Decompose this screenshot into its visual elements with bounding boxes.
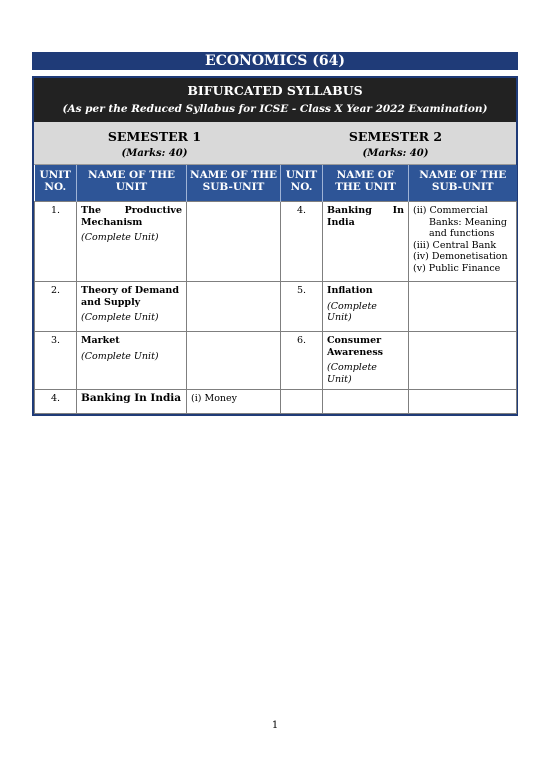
col-sub-unit-s1: NAME OF THE SUB-UNIT: [187, 165, 281, 202]
bifurcated-heading: BIFURCATED SYLLABUS: [187, 83, 363, 98]
sub-unit: [409, 282, 517, 332]
unit-name-word: The: [81, 205, 102, 216]
sub-unit-item: (iv) Demonetisation: [413, 251, 508, 262]
semester-row: [34, 122, 516, 165]
semester-1-marks: (Marks: 40): [121, 148, 188, 159]
sub-unit-item: (ii) Commercial Banks: Meaning and functions: [413, 205, 507, 239]
table-row: [35, 332, 517, 390]
unit-name: [77, 202, 187, 282]
bifurcated-subheading: (As per the Reduced Syllabus for ICSE - Class X Year 2022 Examination): [62, 103, 488, 115]
col-unit-no-s2: UNIT NO.: [281, 165, 323, 202]
unit-note: (Complete Unit): [81, 232, 159, 243]
unit-no: 6.: [281, 332, 323, 390]
unit-note: (Complete Unit): [327, 300, 377, 323]
page-number: 1: [271, 720, 279, 731]
page-title: ECONOMICS (64): [32, 52, 518, 70]
col-unit-no-s1: UNIT NO.: [35, 165, 77, 202]
semester-2-title: SEMESTER 2: [348, 129, 443, 144]
bifurcated-header: [34, 78, 516, 122]
sub-unit: (i) Money: [187, 390, 281, 414]
unit-name: [77, 282, 187, 332]
unit-note: (Complete Unit): [327, 362, 377, 385]
syllabus-frame: [32, 76, 518, 416]
unit-name: Banking In India: [77, 390, 187, 414]
table-row: [35, 282, 517, 332]
unit-no: 2.: [35, 282, 77, 332]
unit-name: [323, 202, 409, 282]
sub-unit: [409, 390, 517, 414]
col-unit-name-s1: NAME OF THE UNIT: [77, 165, 187, 202]
unit-name-line: Market: [81, 335, 120, 346]
unit-name: [323, 332, 409, 390]
sub-unit: [409, 202, 517, 282]
sub-unit-item: (v) Public Finance: [413, 262, 501, 274]
unit-name-word: In: [392, 205, 404, 216]
syllabus-table: [34, 165, 517, 414]
col-sub-unit-s2: NAME OF THE SUB-UNIT: [409, 165, 517, 202]
semester-2-marks: (Marks: 40): [362, 148, 429, 159]
unit-name-line: Consumer Awareness: [327, 335, 384, 358]
col-unit-name-s2: NAME OF THE UNIT: [323, 165, 409, 202]
unit-name-line: Mechanism: [81, 216, 143, 228]
column-header-row: [35, 165, 517, 202]
unit-name-line: Theory of Demand and Supply: [81, 285, 179, 308]
unit-name-word: Productive: [124, 205, 182, 216]
unit-note: (Complete Unit): [81, 312, 159, 323]
unit-name: [77, 332, 187, 390]
semester-1-title: SEMESTER 1: [107, 129, 202, 144]
unit-name-line: Inflation: [327, 285, 373, 296]
sub-unit: [187, 202, 281, 282]
semester-1: [34, 122, 275, 164]
unit-no: [281, 390, 323, 414]
unit-no: 1.: [35, 202, 77, 282]
unit-name: [323, 390, 409, 414]
unit-name: [323, 282, 409, 332]
sub-unit-item: (iii) Central Bank: [413, 239, 497, 251]
table-row: [35, 390, 517, 414]
semester-2: [275, 122, 516, 164]
sub-unit: [187, 282, 281, 332]
unit-no: 4.: [35, 390, 77, 414]
sub-unit: [187, 332, 281, 390]
unit-no: 4.: [281, 202, 323, 282]
table-row: [35, 202, 517, 282]
unit-name-word: Banking: [327, 205, 372, 216]
unit-note: (Complete Unit): [81, 350, 159, 362]
unit-name-line: India: [327, 216, 355, 228]
unit-no: 3.: [35, 332, 77, 390]
sub-unit: [409, 332, 517, 390]
unit-no: 5.: [281, 282, 323, 332]
